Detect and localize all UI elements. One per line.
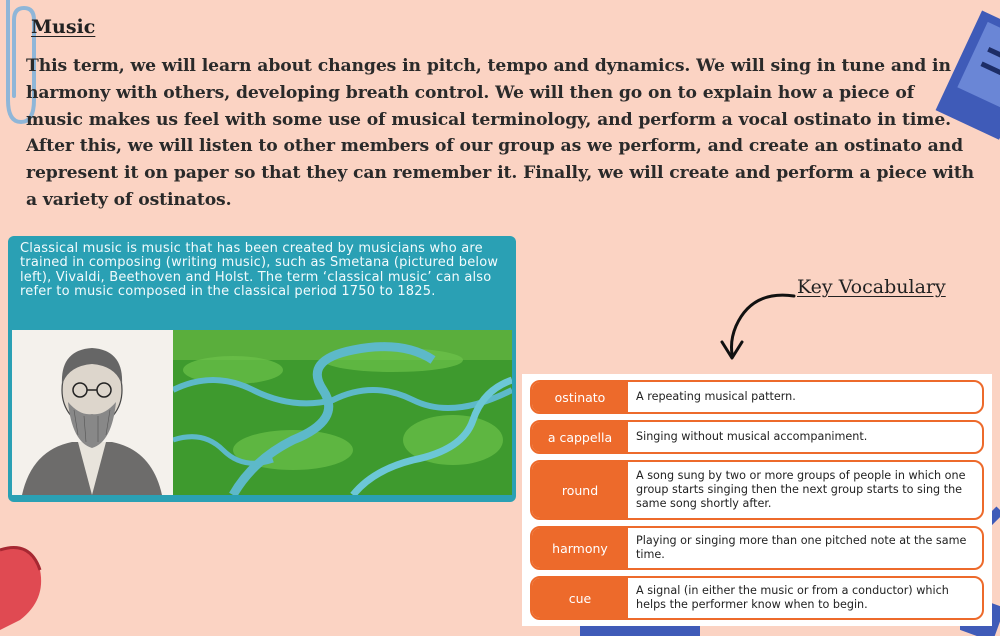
vocab-term: harmony bbox=[532, 528, 628, 568]
vocab-definition: A song sung by two or more groups of people in which one group starts singing then the next group starts to sing the same song shortly after. bbox=[636, 469, 966, 510]
classical-music-card bbox=[8, 236, 516, 502]
key-vocabulary-heading: Key Vocabulary bbox=[797, 276, 946, 298]
vocab-row-a-cappella bbox=[530, 420, 984, 454]
vocab-row-cue bbox=[530, 576, 984, 620]
vocab-definition: A repeating musical pattern. bbox=[636, 390, 796, 403]
vocab-term: a cappella bbox=[532, 422, 628, 452]
vocab-row-ostinato bbox=[530, 380, 984, 414]
vocab-term: ostinato bbox=[532, 382, 628, 412]
river-landscape-image bbox=[173, 330, 512, 495]
intro-paragraph: This term, we will learn about changes in pitch, tempo and dynamics. We will sing in tune and in harmony with others, developing breath control. We will then go on to explain how a piece of music makes us feel with some use of musical terminology, and perform a vocal ostinato in time. After this, we will listen to other members of our group as we perform, and create an ostinato and represent it on paper so that they can remember it. Finally, we will create and perform a piece with a variety of ostinatos. bbox=[26, 56, 975, 210]
classical-music-text: Classical music is music that has been created by musicians who are trained in composing (writing music), such as Smetana (pictured below left), Vivaldi, Beethoven and Holst. The term ‘classical music’ can also refer to music composed in the classical period 1750 to 1825. bbox=[20, 241, 499, 300]
vocab-definition: Singing without musical accompaniment. bbox=[636, 430, 868, 443]
vocab-definition: Playing or singing more than one pitched note at the same time. bbox=[636, 534, 967, 561]
page-title: Music bbox=[31, 16, 96, 38]
vocab-definition: A signal (in either the music or from a conductor) which helps the performer know when to begin. bbox=[636, 584, 949, 611]
key-vocabulary-table bbox=[522, 374, 992, 626]
vocab-term: round bbox=[532, 462, 628, 518]
vocab-row-harmony bbox=[530, 526, 984, 570]
binder-clip-icon bbox=[0, 520, 60, 636]
curved-arrow-icon bbox=[712, 286, 802, 366]
vocab-term: cue bbox=[532, 578, 628, 618]
vocab-row-round bbox=[530, 460, 984, 520]
smetana-portrait-image bbox=[12, 330, 173, 495]
